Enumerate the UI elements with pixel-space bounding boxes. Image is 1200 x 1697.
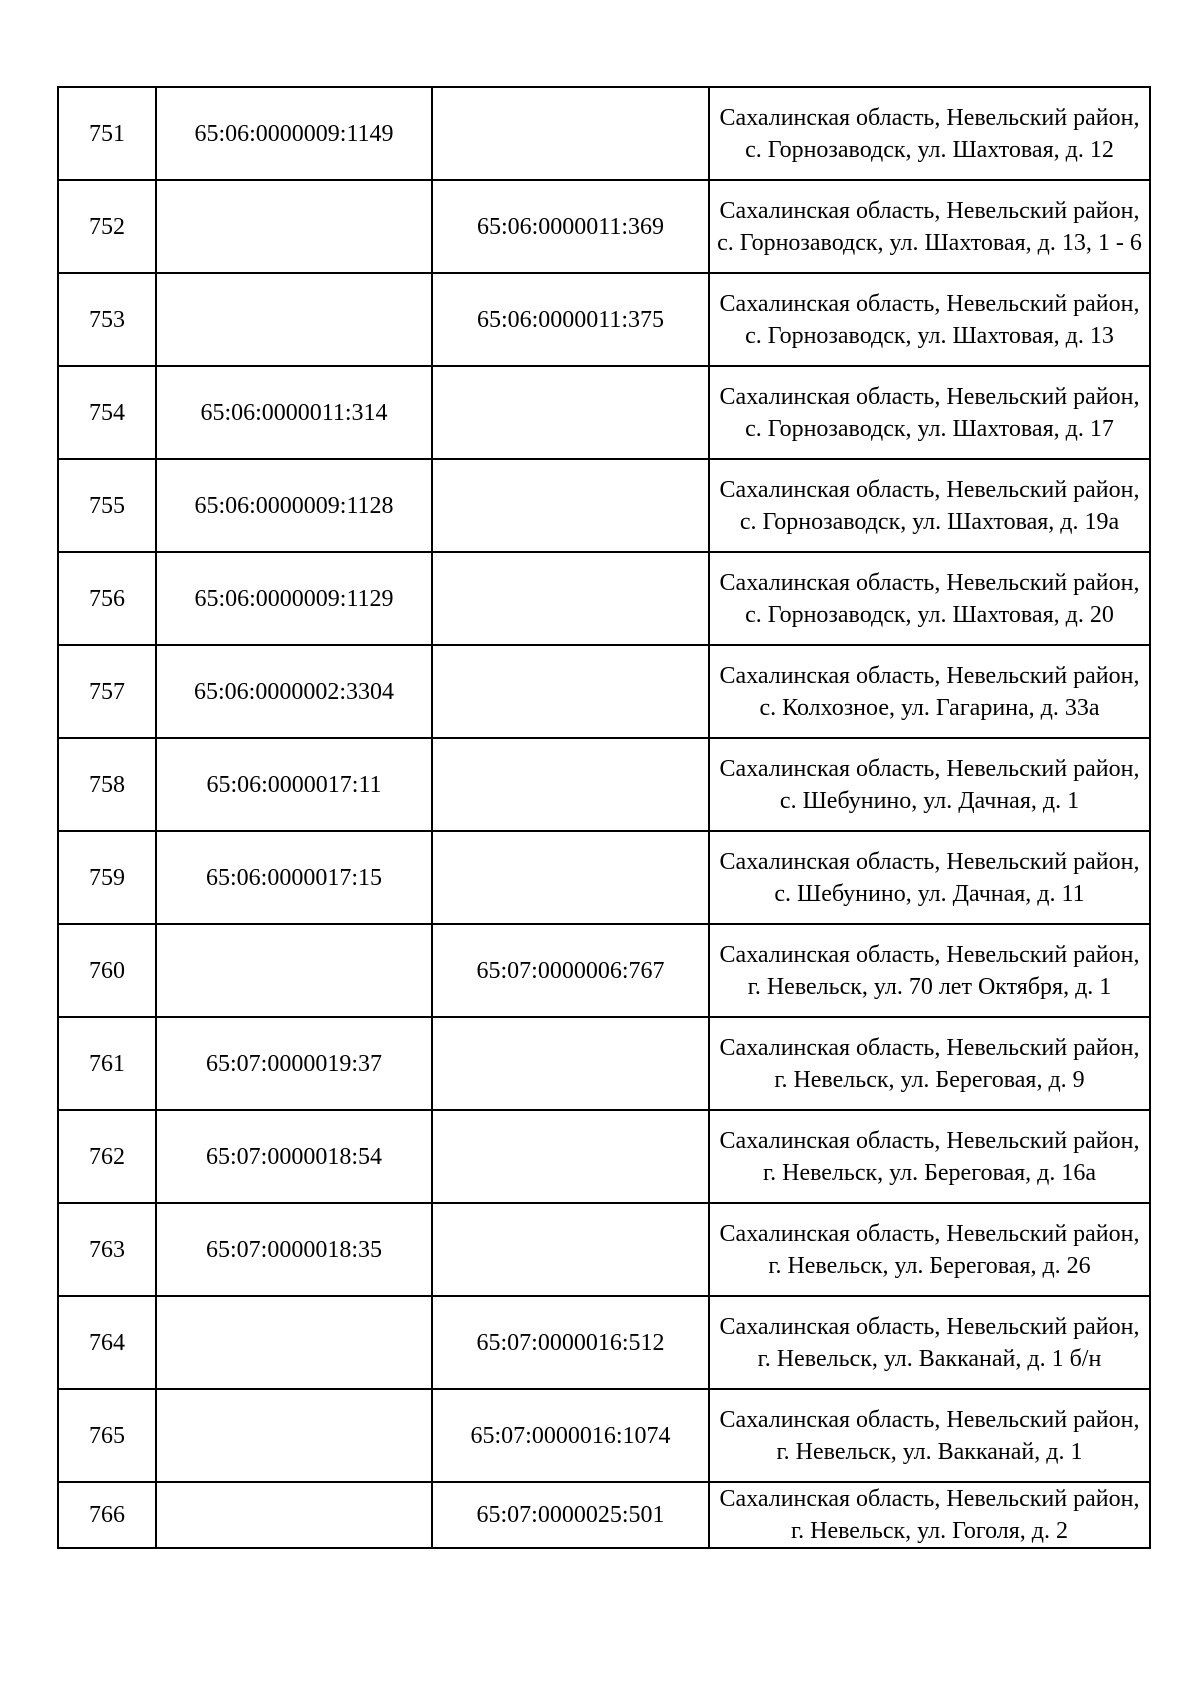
row-number: 757 — [58, 645, 156, 738]
building-cadastral-number — [432, 366, 709, 459]
land-cadastral-number: 65:06:0000009:1128 — [156, 459, 432, 552]
row-number: 766 — [58, 1482, 156, 1548]
row-number: 760 — [58, 924, 156, 1017]
land-cadastral-number — [156, 924, 432, 1017]
row-number: 754 — [58, 366, 156, 459]
address: Сахалинская область, Невельский район, с. Горнозаводск, ул. Шахтовая, д. 13 — [709, 273, 1150, 366]
building-cadastral-number — [432, 738, 709, 831]
table-row — [58, 1482, 1150, 1548]
land-cadastral-number: 65:06:0000017:15 — [156, 831, 432, 924]
address: Сахалинская область, Невельский район, с. Горнозаводск, ул. Шахтовая, д. 20 — [709, 552, 1150, 645]
address: Сахалинская область, Невельский район, с. Шебунино, ул. Дачная, д. 1 — [709, 738, 1150, 831]
land-cadastral-number: 65:06:0000011:314 — [156, 366, 432, 459]
address: Сахалинская область, Невельский район, г. Невельск, ул. Вакканай, д. 1 — [709, 1389, 1150, 1482]
registry-table-body — [58, 87, 1150, 1548]
table-row — [58, 180, 1150, 273]
row-number: 756 — [58, 552, 156, 645]
row-number: 755 — [58, 459, 156, 552]
building-cadastral-number: 65:06:0000011:375 — [432, 273, 709, 366]
table-row — [58, 87, 1150, 180]
row-number: 759 — [58, 831, 156, 924]
address: Сахалинская область, Невельский район, с. Колхозное, ул. Гагарина, д. 33а — [709, 645, 1150, 738]
building-cadastral-number — [432, 1203, 709, 1296]
registry-table — [57, 86, 1151, 1549]
building-cadastral-number — [432, 459, 709, 552]
table-row — [58, 738, 1150, 831]
building-cadastral-number: 65:06:0000011:369 — [432, 180, 709, 273]
land-cadastral-number — [156, 1389, 432, 1482]
land-cadastral-number: 65:07:0000018:35 — [156, 1203, 432, 1296]
address: Сахалинская область, Невельский район, г. Невельск, ул. Вакканай, д. 1 б/н — [709, 1296, 1150, 1389]
address: Сахалинская область, Невельский район, с. Горнозаводск, ул. Шахтовая, д. 13, 1 - 6 — [709, 180, 1150, 273]
row-number: 761 — [58, 1017, 156, 1110]
land-cadastral-number: 65:07:0000019:37 — [156, 1017, 432, 1110]
building-cadastral-number — [432, 1017, 709, 1110]
row-number: 764 — [58, 1296, 156, 1389]
table-row — [58, 1203, 1150, 1296]
table-row — [58, 831, 1150, 924]
building-cadastral-number: 65:07:0000006:767 — [432, 924, 709, 1017]
land-cadastral-number — [156, 180, 432, 273]
building-cadastral-number — [432, 831, 709, 924]
row-number: 751 — [58, 87, 156, 180]
address: Сахалинская область, Невельский район, г. Невельск, ул. Береговая, д. 26 — [709, 1203, 1150, 1296]
address: Сахалинская область, Невельский район, с. Шебунино, ул. Дачная, д. 11 — [709, 831, 1150, 924]
table-row — [58, 645, 1150, 738]
table-row — [58, 1017, 1150, 1110]
address: Сахалинская область, Невельский район, г. Невельск, ул. Береговая, д. 16а — [709, 1110, 1150, 1203]
row-number: 758 — [58, 738, 156, 831]
address: Сахалинская область, Невельский район, г. Невельск, ул. Гоголя, д. 2 — [709, 1482, 1150, 1548]
land-cadastral-number: 65:07:0000018:54 — [156, 1110, 432, 1203]
table-row — [58, 273, 1150, 366]
table-row — [58, 1296, 1150, 1389]
address: Сахалинская область, Невельский район, с. Горнозаводск, ул. Шахтовая, д. 19а — [709, 459, 1150, 552]
table-row — [58, 366, 1150, 459]
table-row — [58, 924, 1150, 1017]
building-cadastral-number: 65:07:0000025:501 — [432, 1482, 709, 1548]
row-number: 763 — [58, 1203, 156, 1296]
address: Сахалинская область, Невельский район, г. Невельск, ул. Береговая, д. 9 — [709, 1017, 1150, 1110]
address: Сахалинская область, Невельский район, г. Невельск, ул. 70 лет Октября, д. 1 — [709, 924, 1150, 1017]
address: Сахалинская область, Невельский район, с. Горнозаводск, ул. Шахтовая, д. 12 — [709, 87, 1150, 180]
land-cadastral-number: 65:06:0000009:1129 — [156, 552, 432, 645]
table-row — [58, 1110, 1150, 1203]
row-number: 765 — [58, 1389, 156, 1482]
land-cadastral-number — [156, 1482, 432, 1548]
address: Сахалинская область, Невельский район, с. Горнозаводск, ул. Шахтовая, д. 17 — [709, 366, 1150, 459]
row-number: 753 — [58, 273, 156, 366]
building-cadastral-number — [432, 552, 709, 645]
row-number: 752 — [58, 180, 156, 273]
land-cadastral-number: 65:06:0000017:11 — [156, 738, 432, 831]
building-cadastral-number: 65:07:0000016:512 — [432, 1296, 709, 1389]
land-cadastral-number — [156, 273, 432, 366]
table-row — [58, 1389, 1150, 1482]
building-cadastral-number — [432, 645, 709, 738]
building-cadastral-number — [432, 87, 709, 180]
building-cadastral-number: 65:07:0000016:1074 — [432, 1389, 709, 1482]
row-number: 762 — [58, 1110, 156, 1203]
land-cadastral-number: 65:06:0000002:3304 — [156, 645, 432, 738]
table-row — [58, 552, 1150, 645]
land-cadastral-number: 65:06:0000009:1149 — [156, 87, 432, 180]
building-cadastral-number — [432, 1110, 709, 1203]
land-cadastral-number — [156, 1296, 432, 1389]
table-row — [58, 459, 1150, 552]
